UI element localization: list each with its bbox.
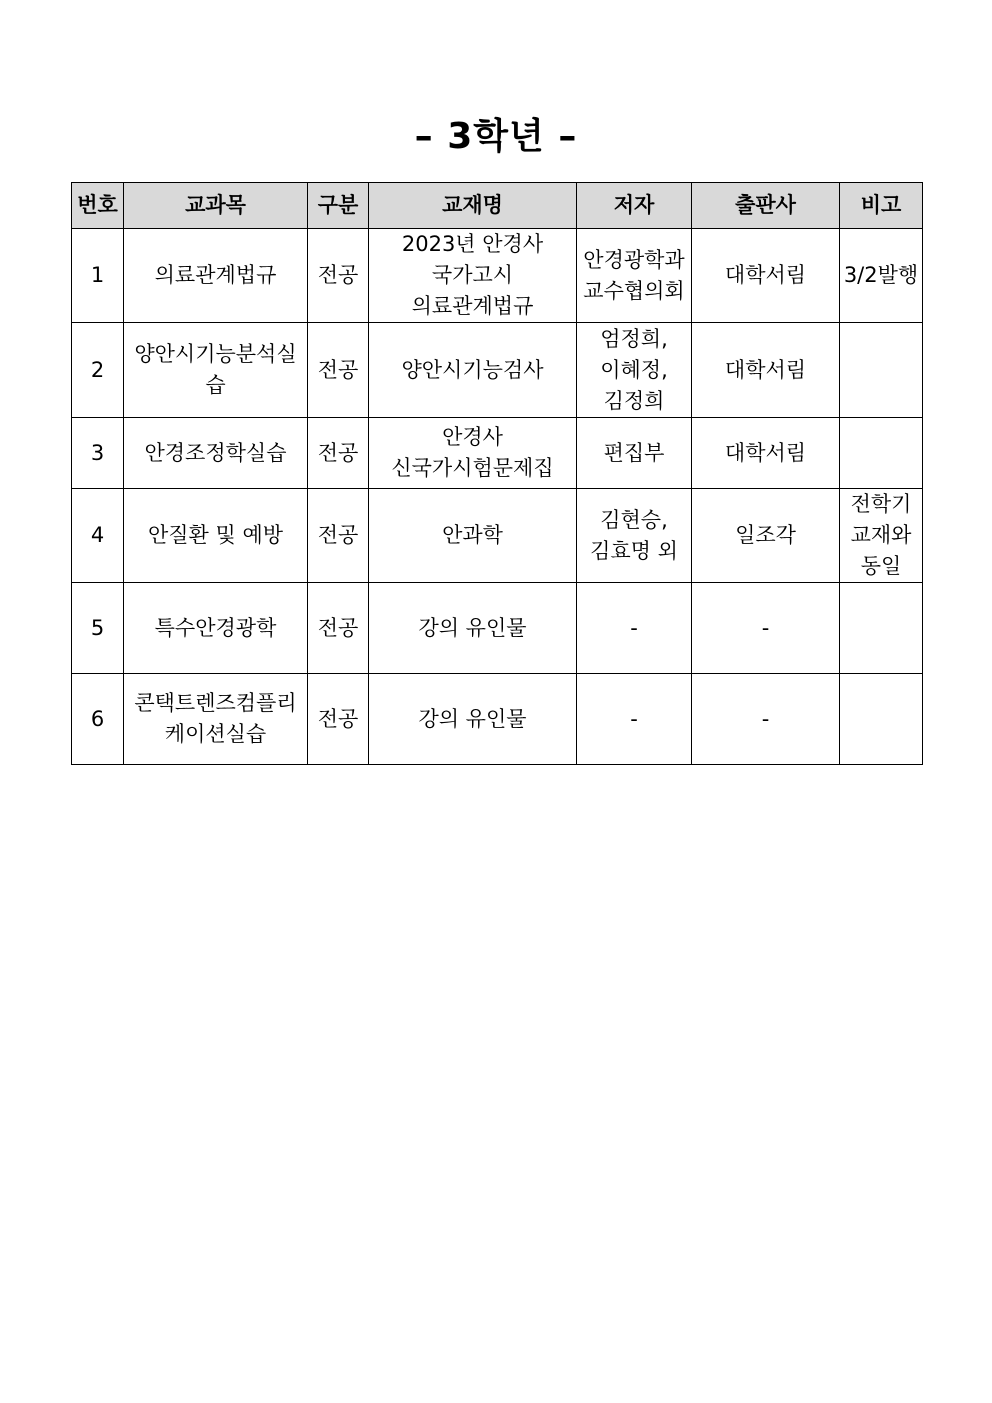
cell-number: 4 — [72, 489, 124, 583]
cell-book: 안과학 — [369, 489, 577, 583]
table-row — [72, 583, 923, 674]
table-header-row — [72, 183, 923, 229]
table-row — [72, 674, 923, 765]
table-row — [72, 489, 923, 583]
cell-author: - — [577, 583, 692, 674]
table-row — [72, 418, 923, 489]
header-book: 교재명 — [369, 183, 577, 229]
table-row — [72, 323, 923, 418]
cell-subject: 안질환 및 예방 — [124, 489, 308, 583]
cell-author: 김현승, 김효명 외 — [577, 489, 692, 583]
cell-author: 엄정희, 이혜정, 김정희 — [577, 323, 692, 418]
cell-type: 전공 — [308, 489, 369, 583]
cell-number: 3 — [72, 418, 124, 489]
cell-note: 전학기 교재와 동일 — [840, 489, 923, 583]
cell-publisher: 대학서림 — [692, 323, 840, 418]
cell-book: 2023년 안경사 국가고시 의료관계법규 — [369, 229, 577, 323]
cell-subject: 콘택트렌즈컴플리 케이션실습 — [124, 674, 308, 765]
table-row — [72, 229, 923, 323]
cell-author: - — [577, 674, 692, 765]
cell-type: 전공 — [308, 583, 369, 674]
header-note: 비고 — [840, 183, 923, 229]
cell-subject: 양안시기능분석실 습 — [124, 323, 308, 418]
cell-author: 안경광학과 교수협의회 — [577, 229, 692, 323]
header-publisher: 출판사 — [692, 183, 840, 229]
cell-publisher: 대학서림 — [692, 229, 840, 323]
cell-number: 6 — [72, 674, 124, 765]
cell-publisher: 대학서림 — [692, 418, 840, 489]
cell-book: 강의 유인물 — [369, 583, 577, 674]
cell-type: 전공 — [308, 323, 369, 418]
cell-note — [840, 323, 923, 418]
cell-book: 양안시기능검사 — [369, 323, 577, 418]
cell-type: 전공 — [308, 418, 369, 489]
cell-note — [840, 583, 923, 674]
cell-publisher: - — [692, 583, 840, 674]
cell-type: 전공 — [308, 229, 369, 323]
cell-type: 전공 — [308, 674, 369, 765]
cell-publisher: - — [692, 674, 840, 765]
cell-subject: 의료관계법규 — [124, 229, 308, 323]
cell-publisher: 일조각 — [692, 489, 840, 583]
header-number: 번호 — [72, 183, 124, 229]
textbook-table — [71, 182, 923, 765]
cell-author: 편집부 — [577, 418, 692, 489]
cell-subject: 특수안경광학 — [124, 583, 308, 674]
header-type: 구분 — [308, 183, 369, 229]
cell-note: 3/2발행 — [840, 229, 923, 323]
cell-note — [840, 418, 923, 489]
cell-number: 5 — [72, 583, 124, 674]
cell-book: 강의 유인물 — [369, 674, 577, 765]
header-subject: 교과목 — [124, 183, 308, 229]
page-title: – 3학년 – — [414, 116, 578, 157]
cell-subject: 안경조정학실습 — [124, 418, 308, 489]
header-author: 저자 — [577, 183, 692, 229]
cell-book: 안경사 신국가시험문제집 — [369, 418, 577, 489]
cell-number: 2 — [72, 323, 124, 418]
cell-number: 1 — [72, 229, 124, 323]
cell-note — [840, 674, 923, 765]
